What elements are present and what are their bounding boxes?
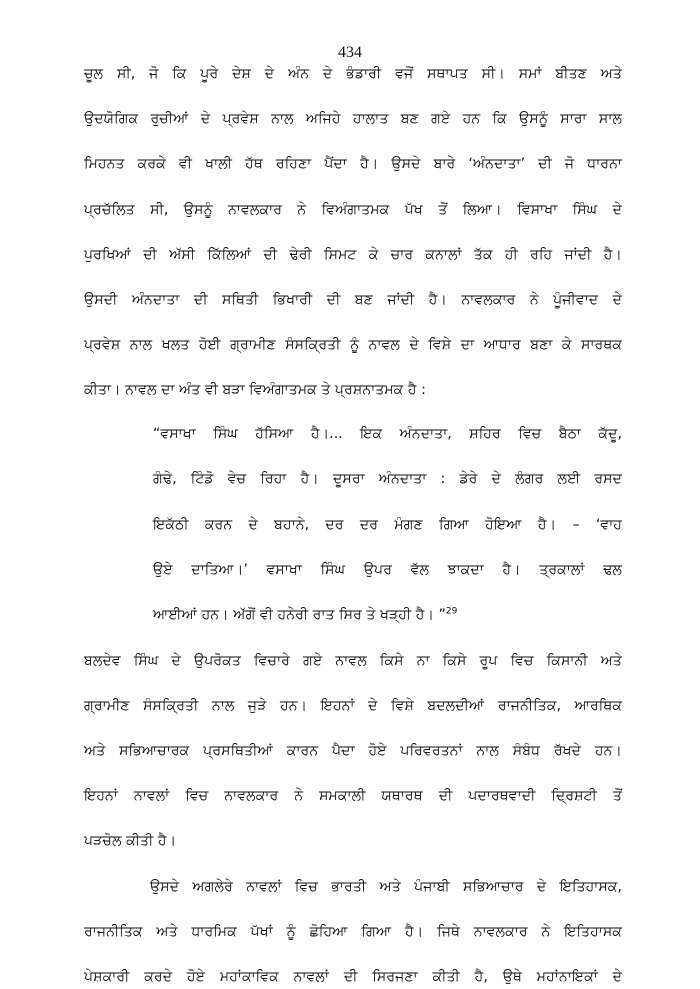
text-line: ਅਤੇ ਸਭਿਆਚਾਰਕ ਪ੍ਰਸਥਿਤੀਆਂ ਕਾਰਨ ਪੈਦਾ ਹੋਏ ਪਰਿਵਰਤਨਾਂ ਨਾਲ ਸੰਬੰਧ ਰੱਖਦੇ ਹਨ। [84, 743, 622, 759]
text-line: ਬਲਦੇਵ ਸਿੰਘ ਦੇ ਉਪਰੋਕਤ ਵਿਚਾਰੇ ਗਏ ਨਾਵਲ ਕਿਸੇ ਨਾ ਕਿਸੇ ਰੂਪ ਵਿਚ ਕਿਸਾਨੀ ਅਤੇ [84, 653, 622, 669]
text-line: ਇਹਨਾਂ ਨਾਵਲਾਂ ਵਿਚ ਨਾਵਲਕਾਰ ਨੇ ਸਮਕਾਲੀ ਯਥਾਰਥ ਦੀ ਪਦਾਰਥਵਾਦੀ ਦ੍ਰਿਸ਼ਟੀ ਤੋਂ [84, 788, 622, 804]
text-line: ਚੂਲ ਸੀ, ਜੋ ਕਿ ਪੂਰੇ ਦੇਸ਼ ਦੇ ਅੰਨ ਦੇ ਭੰਡਾਰੀ ਵਜੋਂ ਸਥਾਪਤ ਸੀ। ਸਮਾਂ ਬੀਤਣ ਅਤੇ [84, 66, 622, 82]
text-line: ਕੀਤਾ। ਨਾਵਲ ਦਾ ਅੰਤ ਵੀ ਬੜਾ ਵਿਅੰਗਾਤਮਕ ਤੇ ਪ੍ਰਸ਼ਨਾਤਮਕ ਹੈ : [84, 382, 426, 398]
footnote-reference: 29 [445, 606, 458, 617]
quote-line [153, 605, 622, 625]
text-line: ਪੇਸ਼ਕਾਰੀ ਕਰਦੇ ਹੋਏ ਮਹਾਂਕਾਵਿਕ ਨਾਵਲਾਂ ਦੀ ਸਿਰਜਣਾ ਕੀਤੀ ਹੈ, ਉਥੇ ਮਹਾਂਨਾਇਕਾਂ ਦੇ [84, 969, 622, 985]
text-line: ਉਸਦੀ ਅੰਨਦਾਤਾ ਦੀ ਸਥਿਤੀ ਭਿਖਾਰੀ ਦੀ ਬਣ ਜਾਂਦੀ ਹੈ। ਨਾਵਲਕਾਰ ਨੇ ਪੂੰਜੀਵਾਦ ਦੇ [84, 292, 622, 308]
page-number: 434 [338, 44, 362, 61]
text-line: ਰਾਜਨੀਤਿਕ ਅਤੇ ਧਾਰਮਿਕ ਪੱਖਾਂ ਨੂੰ ਛੋਹਿਆ ਗਿਆ ਹੈ। ਜਿਥੇ ਨਾਵਲਕਾਰ ਨੇ ਇਤਿਹਾਸਕ [84, 924, 622, 940]
quote-line: ਗੰਢੇ, ਟਿੰਡੋ ਵੇਚ ਰਿਹਾ ਹੈ। ਦੂਸਰਾ ਅੰਨਦਾਤਾ : ਡੇਰੇ ਦੇ ਲੰਗਰ ਲਈ ਰਸਦ [153, 471, 622, 487]
text-line: ਪ੍ਰਚੱਲਿਤ ਸੀ, ਉਸਨੂੰ ਨਾਵਲਕਾਰ ਨੇ ਵਿਅੰਗਾਤਮਕ ਪੱਖ ਤੋਂ ਲਿਆ। ਵਿਸਾਖਾ ਸਿੰਘ ਦੇ [84, 202, 622, 218]
text-line: ਪ੍ਰਵੇਸ਼ ਨਾਲ ਖਲਤ ਹੋਈ ਗ੍ਰਾਮੀਣ ਸੰਸਕ੍ਰਿਤੀ ਨੂੰ ਨਾਵਲ ਦੇ ਵਿਸ਼ੇ ਦਾ ਆਧਾਰ ਬਣਾ ਕੇ ਸਾਰਥਕ [84, 337, 622, 353]
text-line: ਪੁਰਖਿਆਂ ਦੀ ਅੱਸੀ ਕਿੱਲਿਆਂ ਦੀ ਢੇਰੀ ਸਿਮਟ ਕੇ ਚਾਰ ਕਨਾਲਾਂ ਤੱਕ ਹੀ ਰਹਿ ਜਾਂਦੀ ਹੈ। [84, 247, 622, 263]
quote-line: “ਵਸਾਖਾ ਸਿੰਘ ਹੱਸਿਆ ਹੈ।... ਇਕ ਅੰਨਦਾਤਾ, ਸ਼ਹਿਰ ਵਿਚ ਬੈਠਾ ਕੱਦੂ, [153, 426, 622, 442]
quote-line: ਉਏ ਦਾਤਿਆ।’ ਵਸਾਖਾ ਸਿੰਘ ਉਪਰ ਵੱਲ ਝਾਕਦਾ ਹੈ। ਤ੍ਰਕਾਲਾਂ ਢਲ [153, 562, 622, 578]
quote-line: ਇਕੱਠੀ ਕਰਨ ਦੇ ਬਹਾਨੇ, ਦਰ ਦਰ ਮੰਗਣ ਗਿਆ ਹੋਇਆ ਹੈ। – ‘ਵਾਹ [153, 517, 622, 533]
text-line: ਉਸਦੇ ਅਗਲੇਰੇ ਨਾਵਲਾਂ ਵਿਚ ਭਾਰਤੀ ਅਤੇ ਪੰਜਾਬੀ ਸਭਿਆਚਾਰ ਦੇ ਇਤਿਹਾਸਕ, [150, 879, 622, 895]
text-line: ਪੜਚੋਲ ਕੀਤੀ ਹੈ। [84, 833, 177, 849]
quote-text: ਆਈਆਂ ਹਨ। ਅੱਗੋਂ ਵੀ ਹਨੇਰੀ ਰਾਤ ਸਿਰ ਤੇ ਖੜ੍ਹੀ ਹੈ। ” [153, 607, 446, 623]
text-line: ਮਿਹਨਤ ਕਰਕੇ ਵੀ ਖਾਲੀ ਹੱਥ ਰਹਿਣਾ ਪੈਂਦਾ ਹੈ। ਉਸਦੇ ਬਾਰੇ ‘ਅੰਨਦਾਤਾ’ ਦੀ ਜੋ ਧਾਰਨਾ [84, 156, 622, 172]
text-line: ਉਦਯੋਗਿਕ ਰੁਚੀਆਂ ਦੇ ਪ੍ਰਵੇਸ਼ ਨਾਲ ਅਜਿਹੇ ਹਾਲਾਤ ਬਣ ਗਏ ਹਨ ਕਿ ਉਸਨੂੰ ਸਾਰਾ ਸਾਲ [84, 111, 622, 127]
text-line: ਗ੍ਰਾਮੀਣ ਸੰਸਕ੍ਰਿਤੀ ਨਾਲ ਜੁੜੇ ਹਨ। ਇਹਨਾਂ ਦੇ ਵਿਸ਼ੇ ਬਦਲਦੀਆਂ ਰਾਜਨੀਤਿਕ, ਆਰਥਿਕ [84, 698, 622, 714]
